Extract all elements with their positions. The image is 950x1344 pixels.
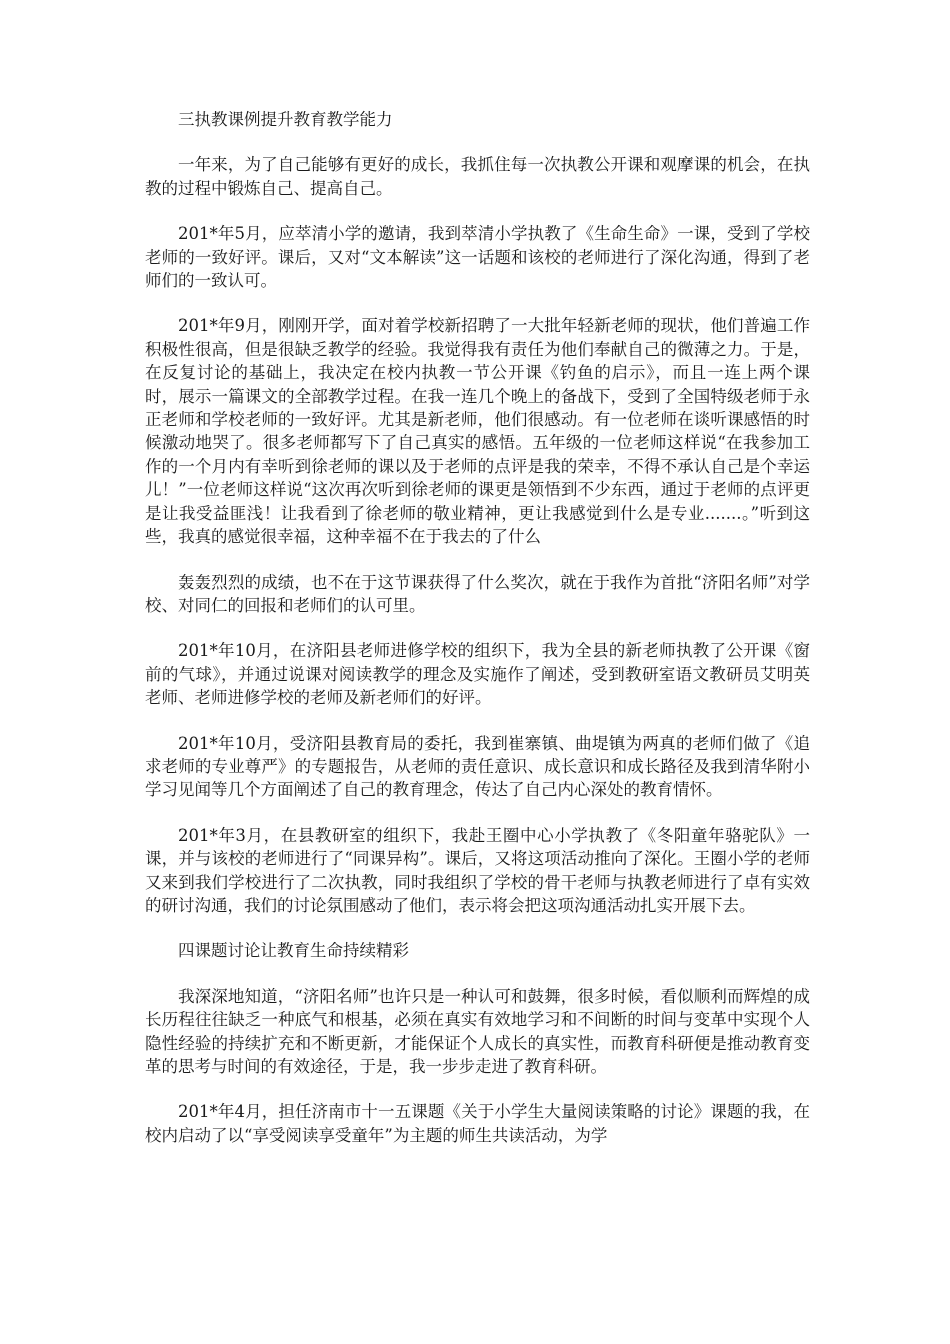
paragraph: 201*年3月，在县教研室的组织下，我赴王圈中心小学执教了《冬阳童年骆驼队》一课，并与该校的老师进行了“同课异构”。课后，又将这项活动推向了深化。王圈小学的老师又来到我们学校进行了二次执教，同时我组织了学校的骨干老师与执教老师进行了卓有实效的研讨沟通，我们的讨论氛围感动了他们，表示将会把这项沟通活动扎实开展下去。: [145, 825, 810, 915]
paragraph: 201*年10月，在济阳县老师进修学校的组织下，我为全县的新老师执教了公开课《窗前的气球》，并通过说课对阅读教学的理念及实施作了阐述，受到教研室语文教研员艾明英老师、老师进修学校的老师及新老师们的好评。: [145, 641, 810, 708]
paragraph: 201*年5月，应萃清小学的邀请，我到萃清小学执教了《生命生命》一课，受到了学校老师的一致好评。课后，又对“文本解读”这一话题和该校的老师进行了深化沟通，得到了老师们的一致认可。: [145, 224, 810, 291]
paragraph: 轰轰烈烈的成绩，也不在于这节课获得了什么奖次，就在于我作为首批“济阳名师”对学校、对同仁的回报和老师们的认可里。: [145, 572, 810, 615]
paragraph: 201*年4月，担任济南市十一五课题《关于小学生大量阅读策略的讨论》课题的我，在校内启动了以“享受阅读享受童年”为主题的师生共读活动，为学: [145, 1102, 810, 1145]
paragraph: 一年来，为了自己能够有更好的成长，我抓住每一次执教公开课和观摩课的机会，在执教的过程中锻炼自己、提高自己。: [145, 155, 810, 198]
paragraph: 201*年9月，刚刚开学，面对着学校新招聘了一大批年轻新老师的现状，他们普遍工作积极性很高，但是很缺乏教学的经验。我觉得我有责任为他们奉献自己的微薄之力。于是，在反复讨论的基础上，我决定在校内执教一节公开课《钓鱼的启示》，而且一连上两个课时，展示一篇课文的全部教学过程。在我一连几个晚上的备战下，受到了全国特级老师于永正老师和学校老师的一致好评。尤其是新老师，他们很感动。有一位老师在谈听课感悟的时候激动地哭了。很多老师都写下了自己真实的感悟。五年级的一位老师这样说“在我参加工作的一个月内有幸听到徐老师的课以及于老师的点评是我的荣幸，不得不承认自己是个幸运儿！”一位老师这样说“这次再次听到徐老师的课更是领悟到不少东西，通过于老师的点评更是让我受益匪浅！让我看到了徐老师的敬业精神，更让我感觉到什么是专业.......。”听到这些，我真的感觉很幸福，这种幸福不在于我去的了什么: [145, 316, 810, 547]
section-heading-4: 四课题讨论让教育生命持续精彩: [178, 941, 409, 961]
paragraph: 我深深地知道，“济阳名师”也许只是一种认可和鼓舞，很多时候，看似顺利而辉煌的成长历程往往缺乏一种底气和根基，必须在真实有效地学习和不间断的时间与变革中实现个人隐性经验的持续扩充和不断更新，才能保证个人成长的真实性，而教育科研便是推动教育变革的思考与时间的有效途径，于是，我一步步走进了教育科研。: [145, 986, 810, 1076]
document-page: [145, 108, 810, 1169]
section-heading-3: 三执教课例提升教育教学能力: [178, 110, 393, 129]
paragraph: 201*年10月，受济阳县教育局的委托，我到崔寨镇、曲堤镇为两真的老师们做了《追求老师的专业尊严》的专题报告，从老师的责任意识、成长意识和成长路径及我到清华附小学习见闻等几个方面阐述了自己的教育理念，传达了自己内心深处的教育情怀。: [145, 733, 810, 800]
